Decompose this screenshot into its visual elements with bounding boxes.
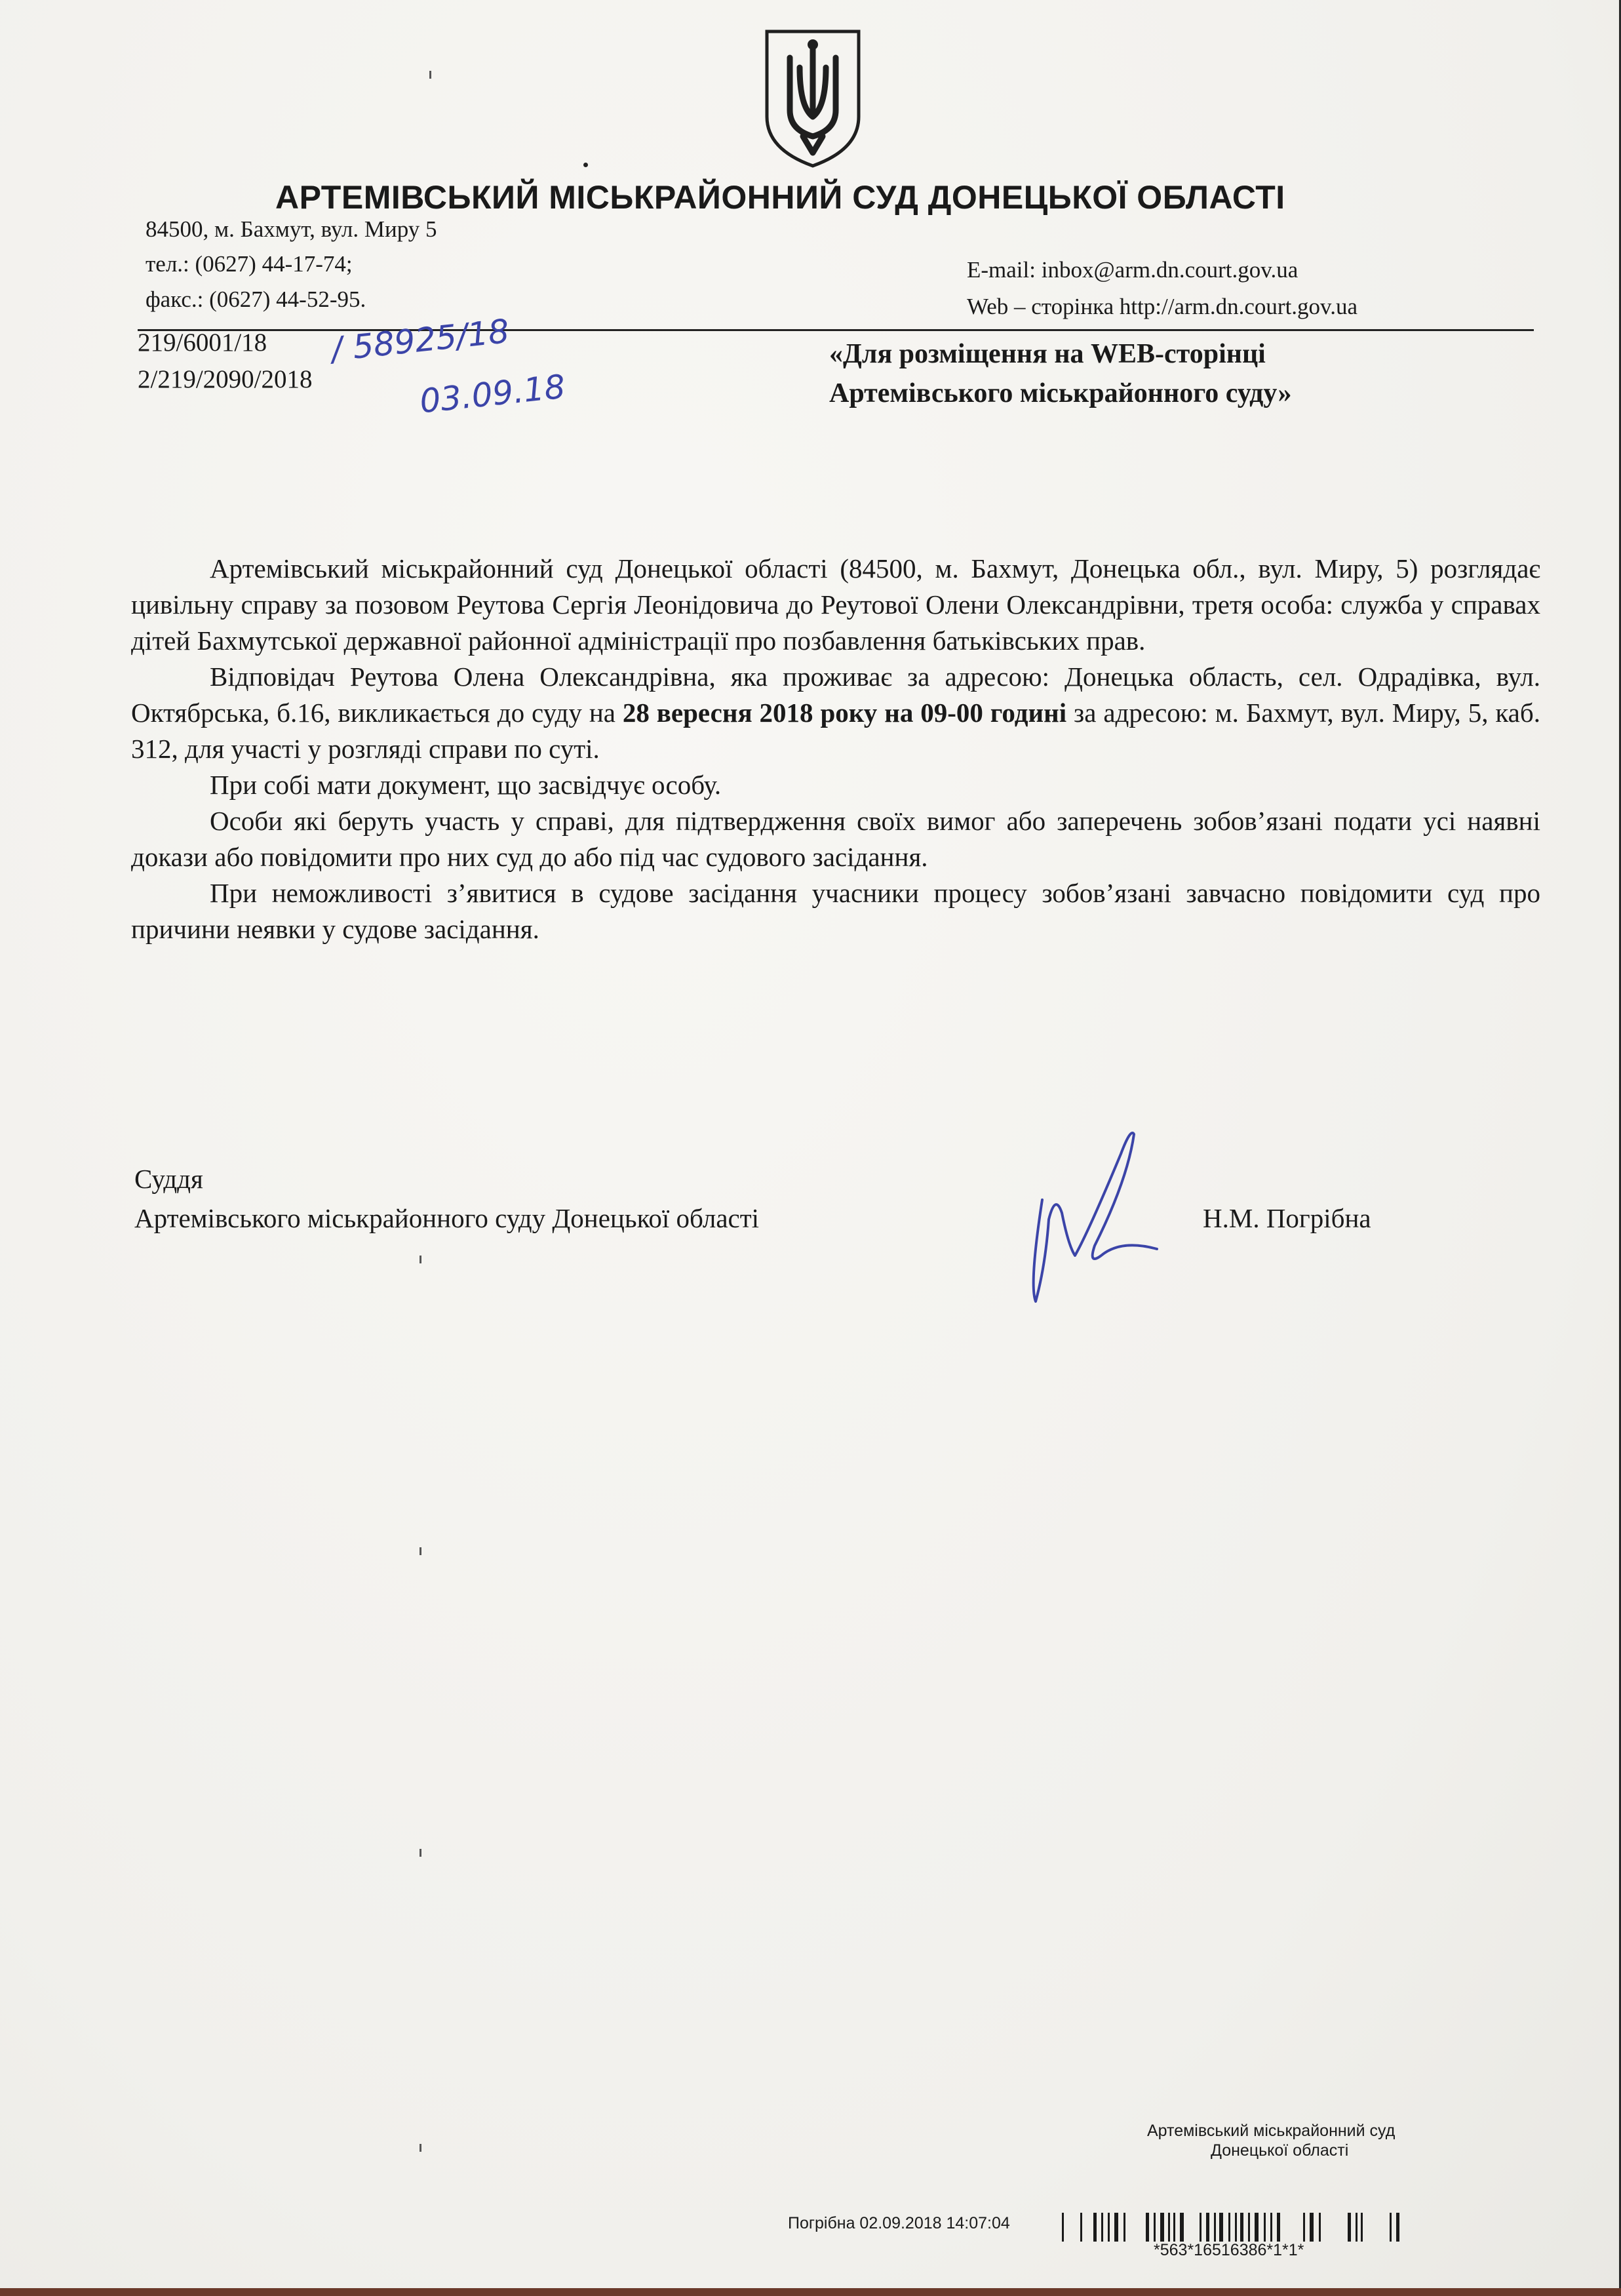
reference-number-1: 219/6001/18 — [138, 328, 267, 357]
body-paragraph-5: При неможливості з’явитися в судове засідання учасники процесу зобов’язані завчасно повідомити суд про причини неявки у судове засідання. — [131, 878, 1540, 944]
court-address: 84500, м. Бахмут, вул. Миру 5 — [146, 216, 437, 242]
body-paragraph-1: Артемівський міськрайонний суд Донецької області (84500, м. Бахмут, Донецька обл., вул. Миру, 5) розглядає цивільну справу за позовом Реутова Сергія Леонідовича до Реутової Олени Олександрівни, третя особа: служба у справах дітей Бахмутської державної районної адміністрації про позбавлення батьківських прав. — [131, 553, 1540, 656]
body-p2-text: Відповідач Реутова Олена Олександрівна, яка проживає за адресою: Донецька область, сел. Одрадівка, вул. Октябрська, б.16, викликається до суду на — [131, 662, 1540, 728]
scan-edge-bottom — [0, 2288, 1621, 2296]
body-paragraph-3: При собі мати документ, що засвідчує особу. — [210, 770, 722, 800]
footer-org-line1: Артемівський міськрайонний суд — [1147, 2122, 1396, 2140]
ukraine-trident-icon — [754, 18, 872, 169]
web-publication-note — [829, 334, 1291, 413]
signatory-title — [134, 1159, 759, 1238]
court-email: E-mail: inbox@arm.dn.court.gov.ua — [967, 257, 1299, 283]
scan-speck — [583, 163, 588, 167]
scan-mark — [420, 1547, 421, 1555]
web-note-line1: «Для розміщення на WEB-сторінці — [829, 339, 1266, 369]
handwritten-registration-date: 03.09.18 — [418, 367, 568, 421]
handwritten-signature — [1023, 1115, 1173, 1311]
signatory-role: Суддя — [134, 1164, 203, 1194]
scan-mark — [429, 71, 431, 79]
footer-stamp: Погрібна 02.09.2018 14:07:04 — [788, 2214, 1010, 2232]
court-website: Web – сторінка http://arm.dn.court.gov.ua — [967, 294, 1358, 319]
handwritten-registration-number: / 58925/18 — [329, 311, 511, 369]
summons-body — [131, 551, 1540, 947]
scan-mark — [420, 2144, 421, 2152]
scan-mark — [420, 1256, 421, 1263]
scan-mark — [420, 1849, 421, 1857]
body-paragraph-4: Особи які беруть участь у справі, для підтвердження своїх вимог або заперечень зобов’язані подати усі наявні докази або повідомити про них суд до або під час судового засідання. — [131, 806, 1540, 872]
web-note-line2: Артемівського міськрайонного суду» — [829, 378, 1292, 408]
barcode-text: *563*16516386*1*1* — [1154, 2241, 1304, 2259]
court-phone: тел.: (0627) 44-17-74; — [146, 251, 353, 277]
signatory-name: Н.М. Погрібна — [1203, 1203, 1371, 1233]
body-paragraph-2 — [131, 659, 1540, 767]
reference-number-2: 2/219/2090/2018 — [138, 365, 313, 393]
document-barcode — [1062, 2213, 1534, 2242]
footer-org-line2: Донецької області — [1211, 2141, 1349, 2160]
court-title: АРТЕМІВСЬКИЙ МІСЬКРАЙОННИЙ СУД ДОНЕЦЬКОЇ ОБЛАСТІ — [275, 179, 1285, 216]
court-fax: факс.: (0627) 44-52-95. — [146, 287, 366, 312]
hearing-date-time: 28 вересня 2018 року на 09-00 годині — [622, 698, 1067, 728]
body-p2-address: за адресою: м. Бахмут, вул. Миру, 5, каб. 312, для участі у розгляді справи по суті. — [131, 698, 1540, 764]
signatory-court: Артемівського міськрайонного суду Донецької області — [134, 1203, 760, 1233]
